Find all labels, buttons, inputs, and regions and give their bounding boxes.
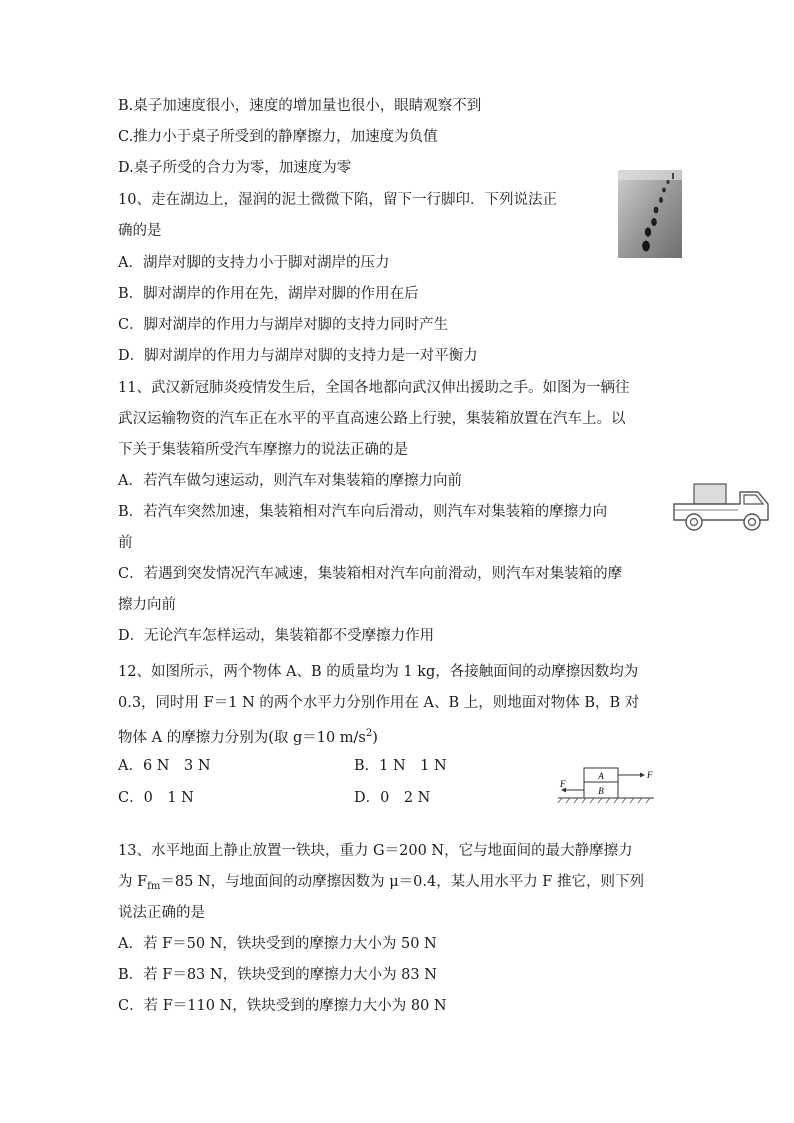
q12-option-d: D．0 2 N xyxy=(354,790,431,806)
q13-stem-line2-start: 为 F xyxy=(118,874,148,890)
q10-stem-line2: 确的是 xyxy=(118,223,162,239)
q12-stem-line3-text: 物体 A 的摩擦力分别为(取 g＝10 m/s xyxy=(118,730,366,746)
q12-stem-line3-end: ) xyxy=(372,730,378,746)
q13-stem-line1: 13、水平地面上静止放置一铁块，重力 G＝200 N，它与地面间的最大静摩擦力 xyxy=(118,843,633,859)
q12-stem-line1: 12、如图所示，两个物体 A、B 的质量均为 1 kg，各接触面间的动摩擦因数均为 xyxy=(118,664,639,680)
q11-option-c-line2: 擦力向前 xyxy=(118,597,176,613)
q13-option-a: A．若 F＝50 N，铁块受到的摩擦力大小为 50 N xyxy=(118,936,437,952)
q11-stem-line1: 11、武汉新冠肺炎疫情发生后，全国各地都向武汉伸出援助之手。如图为一辆往 xyxy=(118,380,630,396)
q11-stem-line3: 下关于集装箱所受汽车摩擦力的说法正确的是 xyxy=(118,442,408,458)
q13-stem-subscript: fm xyxy=(147,881,161,892)
q10-stem-line1: 10、走在湖边上，湿润的泥土微微下陷，留下一行脚印．下列说法正 xyxy=(118,192,557,208)
block-a-label: A xyxy=(598,771,604,781)
q11-option-b-line1: B．若汽车突然加速，集装箱相对汽车向后滑动，则汽车对集装箱的摩擦力向 xyxy=(118,504,608,520)
q10-option-b: B．脚对湖岸的作用在先，湖岸对脚的作用在后 xyxy=(118,286,419,302)
q10-option-a: A．湖岸对脚的支持力小于脚对湖岸的压力 xyxy=(118,255,390,271)
q11-option-b-line2: 前 xyxy=(118,535,133,551)
q10-option-d: D．脚对湖岸的作用力与湖岸对脚的支持力是一对平衡力 xyxy=(118,348,478,364)
q11-option-c-line1: C．若遇到突发情况汽车减速，集装箱相对汽车向前滑动，则汽车对集装箱的摩 xyxy=(118,566,623,582)
q11-option-d: D．无论汽车怎样运动，集装箱都不受摩擦力作用 xyxy=(118,628,435,644)
force-right-arrow xyxy=(640,773,645,778)
ground-hatching xyxy=(558,798,650,803)
truck-with-container-figure xyxy=(672,478,776,538)
footprints-photo xyxy=(618,170,682,258)
q9-option-b: B.桌子加速度很小，速度的增加量也很小，眼睛观察不到 xyxy=(118,98,482,114)
q12-option-b: B．1 N 1 N xyxy=(354,758,447,774)
q12-stem-line3 xyxy=(118,724,378,748)
q12-stem-superscript: 2 xyxy=(365,728,373,739)
q11-stem-line2: 武汉运输物资的汽车正在水平的平直高速公路上行驶，集装箱放置在汽车上。以 xyxy=(118,411,626,427)
q11-option-a: A．若汽车做匀速运动，则汽车对集装箱的摩擦力向前 xyxy=(118,473,462,489)
force-left-label: F xyxy=(560,779,566,789)
q13-stem-line2-rest: ＝85 N，与地面间的动摩擦因数为 μ＝0.4，某人用水平力 F 推它，则下列 xyxy=(160,874,644,890)
q13-stem-line3: 说法正确的是 xyxy=(118,905,205,921)
q13-stem-line2 xyxy=(118,872,644,897)
blocks-ab-figure xyxy=(556,762,656,806)
q12-option-a: A．6 N 3 N xyxy=(118,758,211,774)
block-b-label: B xyxy=(598,786,604,796)
q12-stem-line2: 0.3，同时用 F＝1 N 的两个水平力分别作用在 A、B 上，则地面对物体 B，B 对 xyxy=(118,695,640,711)
q10-option-c: C．脚对湖岸的作用力与湖岸对脚的支持力同时产生 xyxy=(118,317,449,333)
q13-option-c: C．若 F＝110 N，铁块受到的摩擦力大小为 80 N xyxy=(118,998,447,1014)
q9-option-d: D.桌子所受的合力为零，加速度为零 xyxy=(118,160,352,176)
container-box xyxy=(694,484,726,504)
q12-option-c: C．0 1 N xyxy=(118,790,194,806)
q13-option-b: B．若 F＝83 N，铁块受到的摩擦力大小为 83 N xyxy=(118,967,437,983)
force-right-label: F xyxy=(647,770,653,780)
q9-option-c: C.推力小于桌子所受到的静摩擦力，加速度为负值 xyxy=(118,129,438,145)
